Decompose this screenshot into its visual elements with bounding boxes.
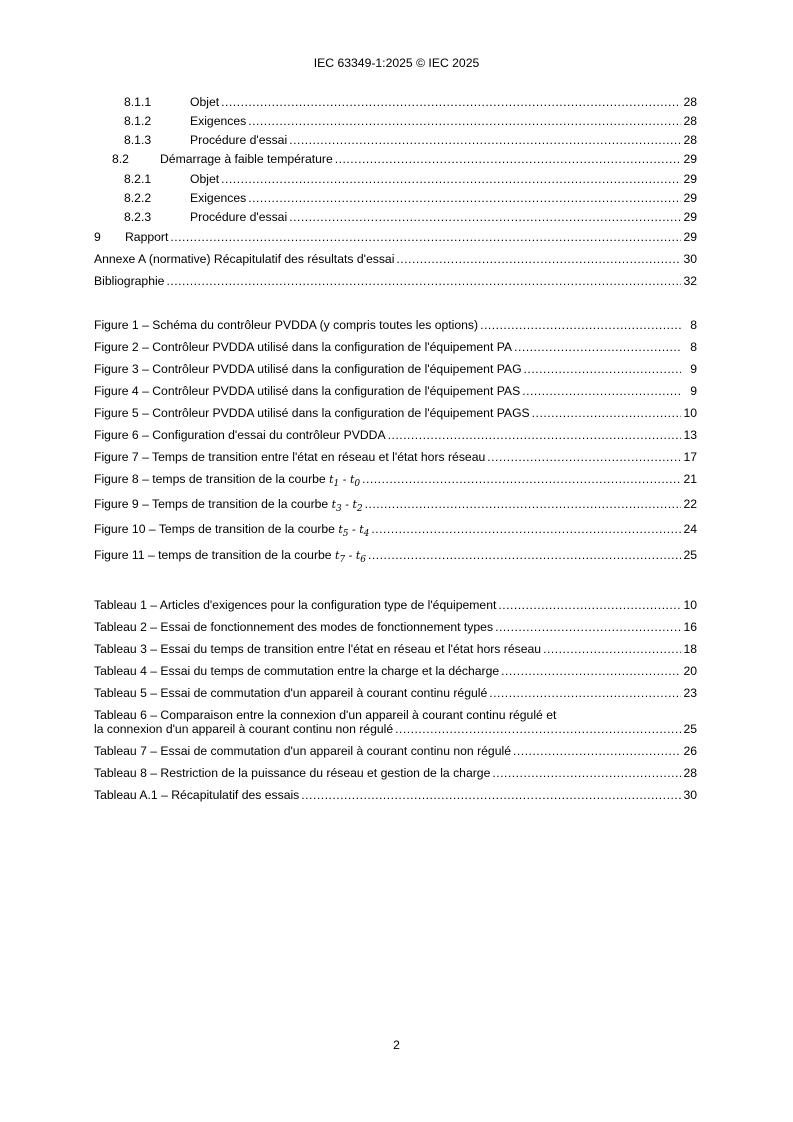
table-entry[interactable] [94, 708, 697, 736]
dot-leader [248, 191, 681, 205]
figure-title: Figure 6 – Configuration d'essai du contrôleur PVDDA [94, 428, 386, 442]
dot-leader [362, 472, 681, 486]
figure-page: 21 [683, 472, 697, 486]
toc-title: Objet [190, 172, 220, 186]
figure-page: 9 [690, 384, 697, 398]
figure-entry[interactable] [94, 318, 697, 332]
figure-title: Figure 7 – Temps de transition entre l'état en réseau et l'état hors réseau [94, 450, 486, 464]
figure-title: Figure 4 – Contrôleur PVDDA utilisé dans la configuration de l'équipement PAS [94, 384, 521, 398]
math-var: $t_1 - t_0$ [329, 473, 361, 490]
table-title: Tableau 8 – Restriction de la puissance du réseau et gestion de la charge [94, 766, 491, 780]
toc-title: Procédure d'essai [190, 210, 288, 224]
dot-leader [289, 133, 681, 147]
toc-title: Objet [190, 95, 220, 109]
table-page: 26 [683, 744, 697, 758]
table-title: Tableau 1 – Articles d'exigences pour la configuration type de l'équipement [94, 598, 497, 612]
dot-leader [489, 686, 681, 700]
table-title: Tableau 5 – Essai de commutation d'un appareil à courant continu régulé [94, 686, 488, 700]
dot-leader [513, 744, 681, 758]
figure-page: 17 [683, 450, 697, 464]
figure-title: Figure 2 – Contrôleur PVDDA utilisé dans la configuration de l'équipement PA [94, 340, 513, 354]
dot-leader [501, 664, 681, 678]
dot-leader [248, 114, 681, 128]
table-title-continued: la connexion d'un appareil à courant continu non régulé [94, 722, 394, 736]
toc-page: 29 [683, 191, 697, 205]
figure-page: 13 [683, 428, 697, 442]
figure-title: Figure 5 – Contrôleur PVDDA utilisé dans la configuration de l'équipement PAGS [94, 406, 530, 420]
table-entry[interactable] [94, 788, 697, 802]
toc-title: Exigences [190, 114, 247, 128]
table-page: 20 [683, 664, 697, 678]
figure-page: 8 [690, 318, 697, 332]
dot-leader [492, 766, 681, 780]
dot-leader [301, 788, 681, 802]
math-var: $t_3 - t_2$ [331, 498, 363, 515]
table-title: Tableau A.1 – Récapitulatif des essais [94, 788, 300, 802]
figure-page: 24 [683, 522, 697, 536]
figure-page: 25 [683, 548, 697, 562]
toc-number: 9 [94, 230, 101, 244]
figure-entry[interactable] [94, 472, 697, 491]
table-page: 25 [683, 722, 697, 736]
toc-page: 29 [683, 210, 697, 224]
dot-leader [371, 522, 681, 536]
dot-leader [524, 362, 681, 376]
toc-number: 8.1.2 [124, 114, 152, 128]
figure-title: Figure 10 – Temps de transition de la courbe $t_5 - t_4$ [94, 522, 370, 540]
toc-entry[interactable] [94, 230, 697, 244]
dot-leader [487, 450, 681, 464]
figure-page: 8 [690, 340, 697, 354]
toc-entry[interactable] [112, 152, 697, 166]
toc-title: Exigences [190, 191, 247, 205]
table-title: Tableau 3 – Essai du temps de transition entre l'état en réseau et l'état hors réseau [94, 642, 542, 656]
figure-entry[interactable] [94, 384, 697, 398]
table-page: 18 [683, 642, 697, 656]
toc-entry[interactable] [124, 114, 697, 128]
math-var: $t_5 - t_4$ [338, 523, 370, 540]
table-title: Tableau 4 – Essai du temps de commutation entre la charge et la décharge [94, 664, 500, 678]
dot-leader [388, 428, 681, 442]
toc-entry[interactable] [94, 252, 697, 266]
toc-title: Procédure d'essai [190, 133, 288, 147]
toc-number: 8.2.2 [124, 191, 152, 205]
toc-page: 29 [683, 152, 697, 166]
toc-entry[interactable] [124, 191, 697, 205]
toc-number: 8.1.3 [124, 133, 152, 147]
table-page: 16 [683, 620, 697, 634]
table-entry[interactable] [94, 766, 697, 780]
toc-title: Rapport [125, 230, 169, 244]
toc-entry[interactable] [124, 133, 697, 147]
table-entry[interactable] [94, 686, 697, 700]
dot-leader [514, 340, 681, 354]
toc-page: 32 [683, 274, 697, 288]
figure-title: Figure 1 – Schéma du contrôleur PVDDA (y compris toutes les options) [94, 318, 479, 332]
table-entry[interactable] [94, 642, 697, 656]
dot-leader [166, 274, 681, 288]
table-entry[interactable] [94, 598, 697, 612]
toc-page: 30 [683, 252, 697, 266]
toc-entry[interactable] [124, 95, 697, 109]
dot-leader [532, 406, 681, 420]
toc-title: Annexe A (normative) Récapitulatif des résultats d'essai [94, 252, 395, 266]
figure-page: 22 [683, 497, 697, 511]
figure-entry[interactable] [94, 340, 697, 354]
figure-title: Figure 11 – temps de transition de la courbe $t_7 - t_6$ [94, 548, 366, 566]
math-var: $t_7 - t_6$ [334, 549, 366, 566]
toc-page: 29 [683, 172, 697, 186]
figure-title: Figure 9 – Temps de transition de la courbe $t_3 - t_2$ [94, 497, 363, 515]
toc-entry[interactable] [124, 210, 697, 224]
dot-leader [543, 642, 681, 656]
dot-leader [368, 548, 681, 562]
table-page: 10 [683, 598, 697, 612]
figure-page: 10 [683, 406, 697, 420]
figure-title: Figure 3 – Contrôleur PVDDA utilisé dans la configuration de l'équipement PAG [94, 362, 522, 376]
toc-page: 29 [683, 230, 697, 244]
dot-leader [365, 497, 681, 511]
toc-number: 8.2.1 [124, 172, 152, 186]
dot-leader [335, 152, 681, 166]
dot-leader [522, 384, 681, 398]
table-title: Tableau 7 – Essai de commutation d'un appareil à courant continu non régulé [94, 744, 511, 758]
figure-entry[interactable] [94, 406, 697, 420]
toc-number: 8.2.3 [124, 210, 152, 224]
table-entry[interactable] [94, 664, 697, 678]
table-page: 30 [683, 788, 697, 802]
dot-leader [495, 620, 681, 634]
toc-title: Bibliographie [94, 274, 165, 288]
dot-leader [221, 95, 681, 109]
dot-leader [480, 318, 681, 332]
dot-leader [498, 598, 681, 612]
toc-title: Démarrage à faible température [160, 152, 333, 166]
toc-page: 28 [683, 133, 697, 147]
table-page: 23 [683, 686, 697, 700]
figure-entry[interactable] [94, 428, 697, 442]
figure-entry[interactable] [94, 362, 697, 376]
toc-page: 28 [683, 114, 697, 128]
dot-leader [289, 210, 681, 224]
table-title: Tableau 2 – Essai de fonctionnement des modes de fonctionnement types [94, 620, 494, 634]
dot-leader [170, 230, 681, 244]
table-title: Tableau 6 – Comparaison entre la connexion d'un appareil à courant continu régulé et [94, 708, 557, 722]
dot-leader [396, 252, 681, 266]
toc-number: 8.2 [112, 152, 129, 166]
figure-entry[interactable] [94, 522, 697, 541]
toc-entry[interactable] [94, 274, 697, 288]
toc-number: 8.1.1 [124, 95, 152, 109]
page-number: 2 [393, 1038, 400, 1052]
figure-title: Figure 8 – temps de transition de la courbe $t_1 - t_0$ [94, 472, 361, 490]
table-entry[interactable] [94, 620, 697, 634]
table-page: 28 [683, 766, 697, 780]
page-header: IEC 63349-1:2025 © IEC 2025 [313, 56, 480, 70]
figure-entry[interactable] [94, 497, 697, 516]
toc-entry[interactable] [124, 172, 697, 186]
figure-entry[interactable] [94, 548, 697, 567]
figure-entry[interactable] [94, 450, 697, 464]
dot-leader [395, 722, 681, 736]
dot-leader [221, 172, 681, 186]
table-entry[interactable] [94, 744, 697, 758]
figure-page: 9 [690, 362, 697, 376]
toc-page: 28 [683, 95, 697, 109]
